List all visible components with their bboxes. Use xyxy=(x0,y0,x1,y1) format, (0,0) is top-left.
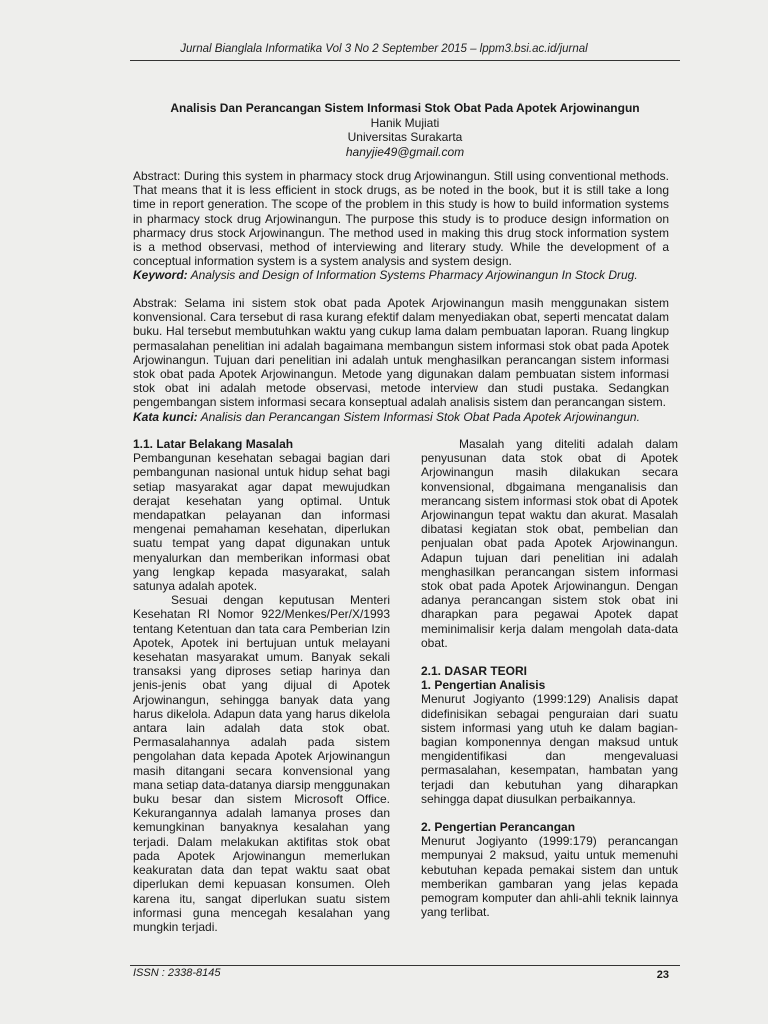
subheading-pengertian-perancangan: 2. Pengertian Perancangan xyxy=(421,820,576,835)
paragraph: Menurut Jogiyanto (1999:129) Analisis dapat didefinisikan sebagai penguraian dari suatu sistem informasi yang utuh ke dalam bagian-bagian komponennya dengan maksud untuk mengidentifikasi dan mengevaluasi permasalahan, kesempatan, hambatan yang terjadi dan kebutuhan yang diharapkan sehingga dapat diusulkan perbaikannya. xyxy=(421,692,678,806)
kata-kunci-label: Kata kunci: xyxy=(133,409,198,424)
author-name: Hanik Mujiati xyxy=(370,115,440,130)
header-rule xyxy=(130,60,680,61)
keywords-english xyxy=(133,268,669,282)
section-heading-dasar-teori: 2.1. DASAR TEORI xyxy=(421,664,528,679)
abstract-indonesian xyxy=(133,296,669,424)
keywords-indonesian xyxy=(133,410,669,424)
paragraph: Sesuai dengan keputusan Menteri Kesehatan RI Nomor 922/Menkes/Per/X/1993 tentang Ketentuan dan tata cara Pemberian Izin Apotek, Apotek ini bertujuan untuk melayani kesehatan masyarakat umum. Banyak sekali transaksi yang diproses setiap harinya dan jenis-jenis obat yang dijual di Apotek Arjowinangun, sehingga banyak data yang harus dikelola. Adapun data yang harus dikelola antara lain adalah data stok obat. Permasalahannya adalah pada sistem pengolahan data kepada Apotek Arjowinangun masih ditangani secara konvensional yang mana setiap data-datanya diarsip menggunakan buku besar dan sistem Microsoft Office. Kekurangannya adalah lamanya proses dan kemungkinan banyaknya kesalahan yang terjadi. Dalam melakukan aktifitas stok obat pada Apotek Arjowinangun memerlukan keakuratan data dan tepat waktu saat obat diperlukan demi kepuasan konsumen. Oleh karena itu, sangat diperlukan suatu sistem informasi guna mencegah kesalahan yang mungkin terjadi. xyxy=(133,593,390,934)
kata-kunci-text: Analisis dan Perancangan Sistem Informasi Stok Obat Pada Apotek Arjowinangun. xyxy=(200,409,640,424)
author-email: hanyjie49@gmail.com xyxy=(345,144,465,159)
issn: ISSN : 2338-8145 xyxy=(133,967,221,979)
keywords-text: Analysis and Design of Information Systems Pharmacy Arjowinangun In Stock Drug. xyxy=(190,268,638,283)
page-number: 23 xyxy=(656,969,669,981)
keywords-label: Keyword: xyxy=(133,268,188,283)
paragraph: Pembangunan kesehatan sebagai bagian dari pembangunan nasional untuk hidup sehat bagi setiap masyarakat agar dapat mewujudkan derajat kesehatan yang optimal. Untuk mendapatkan pelayanan dan informasi mengenai pemahaman kesehatan, diperlukan suatu tempat yang dapat digunakan untuk menyalurkan dan memberikan informasi obat yang lengkap kepada masyarakat, salah satunya adalah apotek. xyxy=(133,451,390,594)
abstract-english-text: Abstract: During this system in pharmacy stock drug Arjowinangun. Still using conventional methods. That means that it is less efficient in stock drugs, as be noted in the book, but it is still take a long time in report generation. The scope of the problem in this study is how to build information systems in pharmacy stock drug Arjowinangun. The purpose this study is to produce design information on pharmacy drus stock Arjowinangun. The method used in making this drug stock information system is a method observasi, method of interviewing and literary study. While the development of a conceptual information system is a system analysis and system design. xyxy=(133,169,669,269)
abstract-indonesian-text: Abstrak: Selama ini sistem stok obat pada Apotek Arjowinangun masih menggunakan sistem konvensional. Cara tersebut di rasa kurang efektif dalam menyediakan obat, seperti mencatat dalam buku. Hal tersebut membutuhkan waktu yang cukup lama dalam pembuatan laporan. Ruang lingkup permasalahan penelitian ini adalah bagaimana membangun sistem informasi stok obat pada Apotek Arjowinangun. Tujuan dari penelitian ini adalah untuk menghasilkan perancangan sistem informasi stok obat pada Apotek Arjowinangun. Metode yang digunakan dalam pembuatan sistem informasi stok obat ini adalah metode observasi, metode interview dan studi pustaka. Sedangkan pengembangan sistem informasi secara konseptual adalah analisis sistem dan perancangan sistem. xyxy=(133,296,669,410)
footer-rule xyxy=(130,965,680,966)
right-column xyxy=(421,437,678,920)
subheading-pengertian-analisis: 1. Pengertian Analisis xyxy=(421,678,546,693)
section-heading-latar-belakang: 1.1. Latar Belakang Masalah xyxy=(133,437,294,451)
abstract-english xyxy=(133,169,669,283)
left-column xyxy=(133,437,390,934)
paper-title: Analisis Dan Perancangan Sistem Informasi Stok Obat Pada Apotek Arjowinangun xyxy=(170,101,640,115)
paragraph: Menurut Jogiyanto (1999:179) perancangan mempunyai 2 maksud, yaitu untuk memenuhi kebutuhan kepada pemakai sistem dan untuk memberikan gambaran yang jelas kepada pemogram komputer dan ahli-ahli teknik lainnya yang terlibat. xyxy=(421,834,678,920)
title-block xyxy=(120,101,690,159)
journal-header: Jurnal Bianglala Informatika Vol 3 No 2 September 2015 – lppm3.bsi.ac.id/jurnal xyxy=(180,43,588,55)
affiliation: Universitas Surakarta xyxy=(347,130,463,144)
paragraph: Masalah yang diteliti adalah dalam penyusunan data stok obat di Apotek Arjowinangun masih dilakukan secara konvensional, dbgaimana menganalisis dan merancang sistem informasi stok obat di Apotek Arjowinangun tepat waktu dan akurat. Masalah dibatasi kegiatan stok obat, pembelian dan penjualan obat pada Apotek Arjowinangun. Adapun tujuan dari penelitian ini adalah menghasilkan perancangan sistem informasi stok obat pada Apotek Arjowinangun. Dengan adanya perancangan sistem stok obat ini dharapkan para pegawai Apotek dapat meminimalisir kerja dalam mengolah data-data obat. xyxy=(421,437,678,650)
